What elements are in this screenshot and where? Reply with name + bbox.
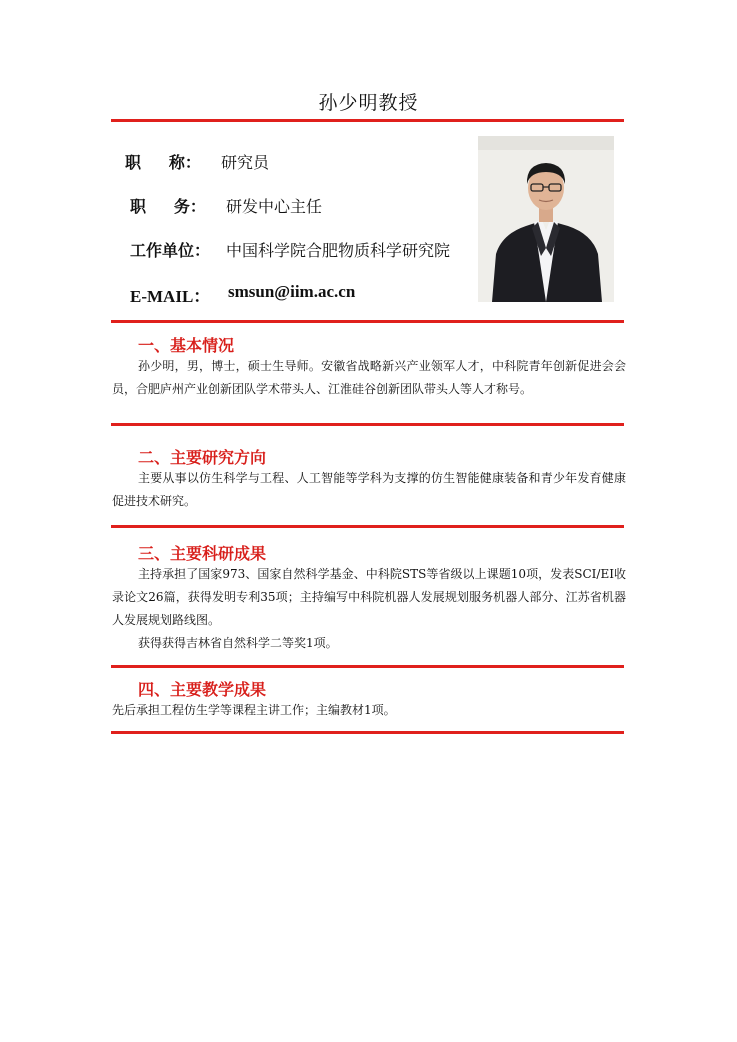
section-paragraph: 主要从事以仿生科学与工程、人工智能等学科为支撑的仿生智能健康装备和青少年发育健康促进技术研究。 xyxy=(112,471,626,508)
divider-section-3 xyxy=(111,665,624,668)
position-label: 职 务： xyxy=(130,197,206,216)
portrait-graphic xyxy=(478,136,614,302)
title-value: 研究员 xyxy=(221,153,270,172)
unit-value: 中国科学院合肥物质科学研究院 xyxy=(226,241,451,260)
section-heading-basic-info: 一、基本情况 xyxy=(138,336,235,355)
email-value: smsun@iim.ac.cn xyxy=(228,282,356,301)
divider-section-2 xyxy=(111,525,624,528)
unit-label: 工作单位： xyxy=(130,241,211,260)
page-title: 孙少明教授 xyxy=(318,92,419,114)
section-paragraph: 获得获得吉林省自然科学二等奖1项。 xyxy=(138,636,338,650)
divider-info xyxy=(111,320,624,323)
section-paragraph: 孙少明，男，博士，硕士生导师。安徽省战略新兴产业领军人才，中科院青年创新促进会会员，合肥庐州产业创新团队学术带头人、江淮硅谷创新团队带头人等人才称号。 xyxy=(112,359,626,396)
section-paragraph: 先后承担工程仿生学等课程主讲工作；主编教材1项。 xyxy=(112,703,396,717)
title-label: 职 称： xyxy=(125,153,201,172)
email-label: E-MAIL： xyxy=(130,287,211,306)
section-heading-teaching-results: 四、主要教学成果 xyxy=(138,680,267,699)
divider-section-4 xyxy=(111,731,624,734)
divider-title xyxy=(111,119,624,122)
section-heading-research-results: 三、主要科研成果 xyxy=(138,544,267,563)
section-paragraph: 主持承担了国家973、国家自然科学基金、中科院STS等省级以上课题10项，发表SCI/EI收录论文26篇，获得发明专利35项；主持编写中科院机器人发展规划服务机器人部分、江苏省机器人发展规划路线图。 xyxy=(112,567,626,627)
position-value: 研发中心主任 xyxy=(226,197,323,216)
section-heading-research-direction: 二、主要研究方向 xyxy=(138,448,267,467)
divider-section-1 xyxy=(111,423,624,426)
profile-photo xyxy=(478,136,614,302)
